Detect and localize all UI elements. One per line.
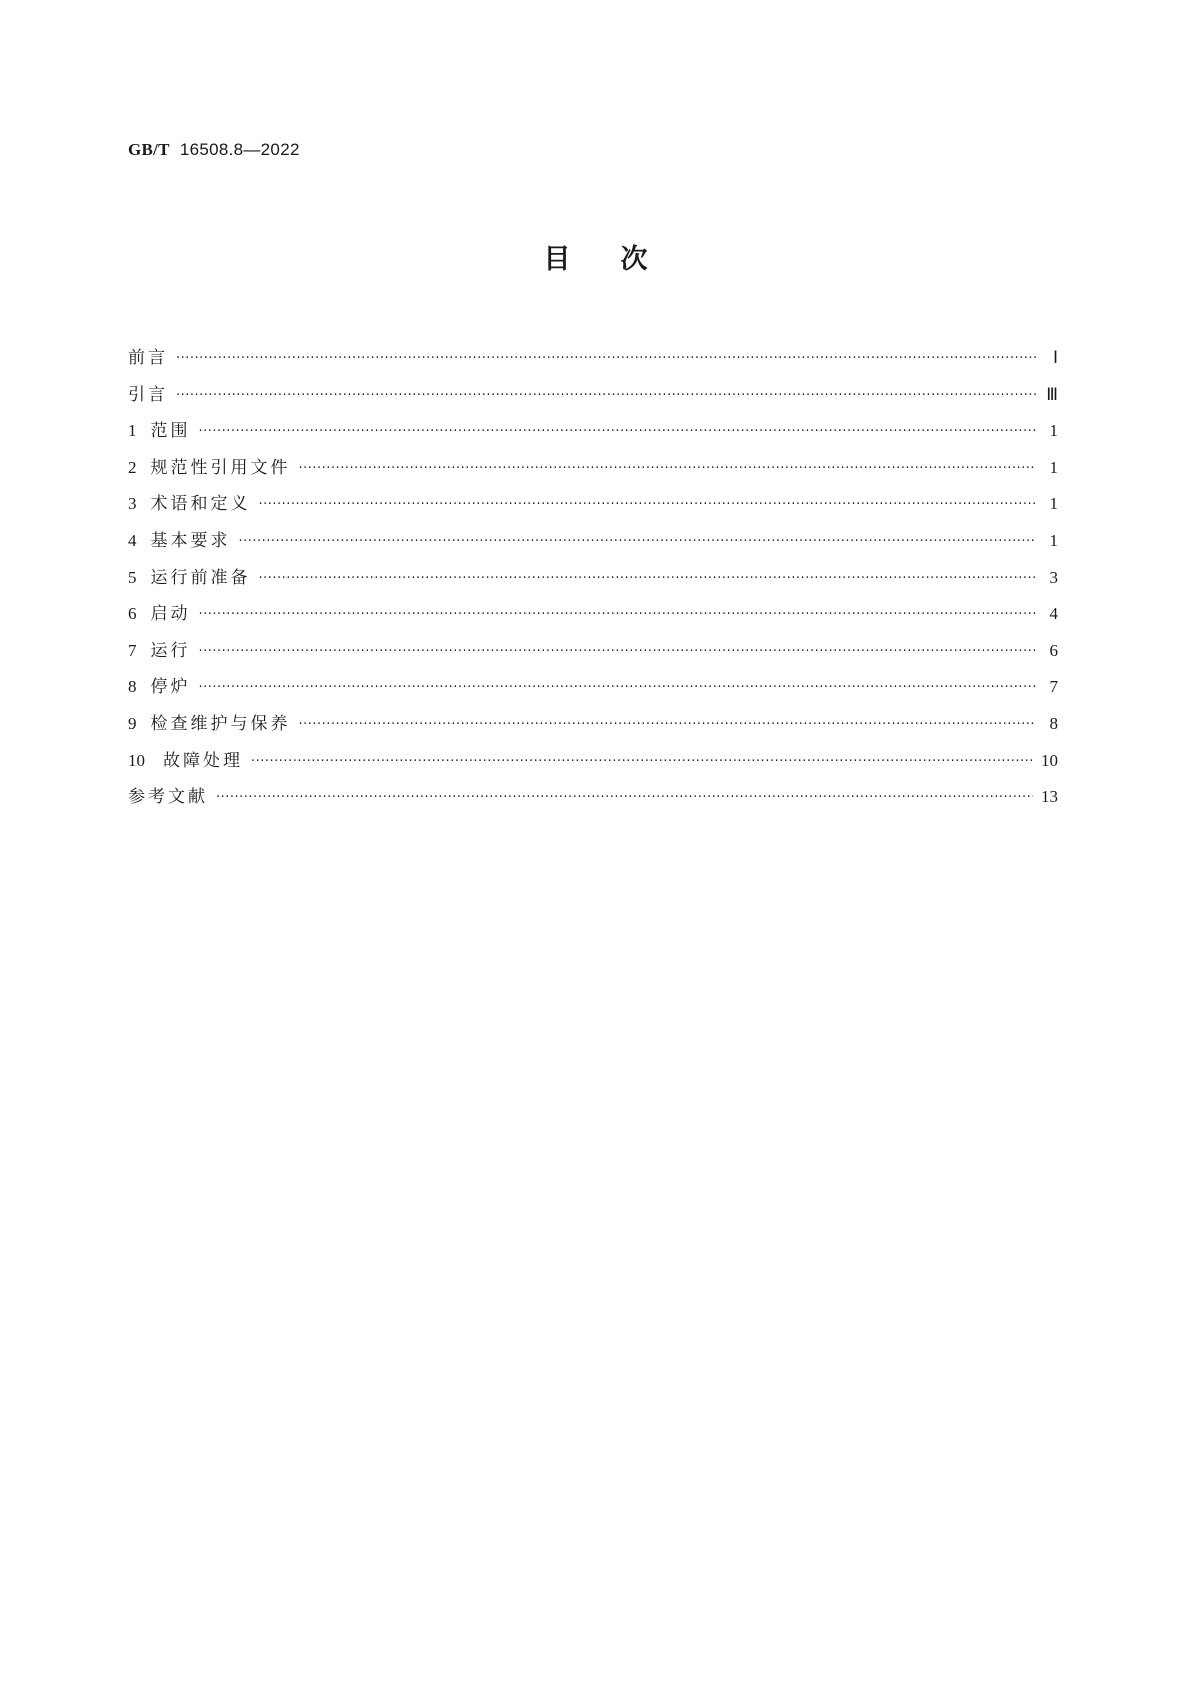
toc-entry-1[interactable] bbox=[128, 416, 1058, 453]
toc-entry-foreword[interactable] bbox=[128, 343, 1058, 380]
standard-number: 16508.8—2022 bbox=[179, 140, 300, 159]
dot-leader bbox=[199, 424, 1037, 439]
toc-entry-label: 参考文献 bbox=[128, 787, 208, 808]
dot-leader bbox=[259, 497, 1037, 512]
toc-entry-label: 启动 bbox=[150, 604, 191, 625]
toc-entry-page: 10 bbox=[1041, 750, 1058, 770]
toc-entry-number: 5 bbox=[128, 567, 137, 587]
toc-entry-number: 10 bbox=[128, 750, 145, 770]
toc-entry-number: 8 bbox=[128, 677, 137, 697]
toc-title: 目次 bbox=[543, 244, 698, 275]
toc-entry-page: 1 bbox=[1049, 494, 1058, 514]
toc-entry-number: 3 bbox=[128, 494, 137, 514]
standard-prefix: GB/T bbox=[128, 140, 170, 159]
toc-entry-number: 7 bbox=[128, 640, 137, 660]
toc-entry-3[interactable] bbox=[128, 489, 1058, 526]
toc-entry-number: 2 bbox=[128, 457, 137, 477]
dot-leader bbox=[251, 754, 1033, 769]
toc-entry-2[interactable] bbox=[128, 453, 1058, 490]
toc-entry-page: 3 bbox=[1049, 567, 1058, 587]
toc-entry-label: 范围 bbox=[150, 421, 191, 442]
toc-entry-page: Ⅲ bbox=[1046, 384, 1058, 404]
table-of-contents bbox=[128, 343, 1058, 819]
toc-entry-label: 故障处理 bbox=[163, 750, 243, 771]
toc-entry-7[interactable] bbox=[128, 636, 1058, 673]
dot-leader bbox=[176, 351, 1036, 366]
toc-entry-6[interactable] bbox=[128, 599, 1058, 636]
dot-leader bbox=[199, 607, 1037, 622]
dot-leader bbox=[176, 388, 1036, 403]
toc-entry-page: 8 bbox=[1049, 713, 1058, 733]
dot-leader bbox=[199, 644, 1037, 659]
toc-entry-number: 1 bbox=[128, 421, 137, 441]
toc-entry-page: 13 bbox=[1041, 787, 1058, 807]
toc-entry-introduction[interactable] bbox=[128, 380, 1058, 417]
toc-entry-page: Ⅰ bbox=[1052, 348, 1058, 367]
toc-entry-page: 7 bbox=[1049, 677, 1058, 697]
dot-leader bbox=[199, 680, 1037, 695]
toc-entry-label: 运行 bbox=[150, 640, 191, 661]
toc-entry-4[interactable] bbox=[128, 526, 1058, 563]
toc-entry-10[interactable] bbox=[128, 746, 1058, 783]
dot-leader bbox=[239, 534, 1037, 549]
toc-entry-label: 检查维护与保养 bbox=[150, 713, 291, 734]
dot-leader bbox=[299, 717, 1037, 732]
toc-entry-8[interactable] bbox=[128, 672, 1058, 709]
toc-entry-label: 基本要求 bbox=[150, 530, 231, 551]
toc-entry-label: 术语和定义 bbox=[150, 494, 251, 515]
toc-entry-page: 1 bbox=[1049, 457, 1058, 477]
toc-entry-label: 停炉 bbox=[150, 677, 191, 698]
dot-leader bbox=[299, 461, 1037, 476]
toc-entry-number: 4 bbox=[128, 530, 137, 550]
toc-entry-5[interactable] bbox=[128, 563, 1058, 600]
toc-entry-page: 4 bbox=[1049, 604, 1058, 624]
toc-entry-page: 1 bbox=[1049, 530, 1058, 550]
document-header bbox=[128, 140, 300, 160]
toc-entry-page: 6 bbox=[1049, 640, 1058, 660]
toc-entry-label: 运行前准备 bbox=[150, 567, 251, 588]
toc-entry-page: 1 bbox=[1049, 421, 1058, 441]
toc-entry-label: 前言 bbox=[128, 348, 168, 368]
toc-entry-bibliography[interactable] bbox=[128, 782, 1058, 819]
toc-entry-label: 规范性引用文件 bbox=[150, 457, 291, 478]
toc-entry-number: 9 bbox=[128, 713, 137, 733]
toc-entry-9[interactable] bbox=[128, 709, 1058, 746]
toc-entry-label: 引言 bbox=[128, 384, 168, 405]
dot-leader bbox=[216, 790, 1033, 805]
dot-leader bbox=[259, 571, 1037, 586]
toc-entry-number: 6 bbox=[128, 604, 137, 624]
